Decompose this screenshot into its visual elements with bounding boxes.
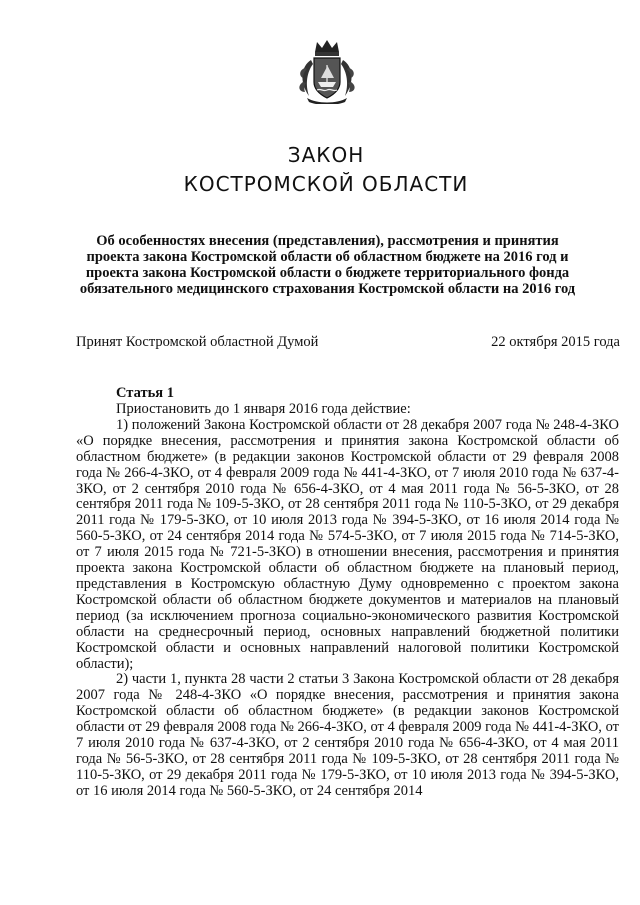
paragraph: 1) положений Закона Костромской области от 28 декабря 2007 года № 248-4-ЗКО «О порядке внесения, рассмотрения и принятия закона Костромской области об областном бюджете» (в редакции законов Костромской области от 29 февраля 2008 года № 266-4-ЗКО, от 4 февраля 2009 года № 441-4-ЗКО, от 7 июля 2010 года № 637-4-ЗКО, от 2 сентября 2010 года № 656-4-ЗКО, от 4 мая 2011 года № 56-5-ЗКО, от 28 сентября 2011 года № 109-5-ЗКО, от 28 сентября 2011 года № 110-5-ЗКО, от 29 декабря 2011 года № 179-5-ЗКО, от 10 июля 2013 года № 394-5-ЗКО, от 16 июля 2014 года № 560-5-ЗКО, от 24 сентября 2014 года № 574-5-ЗКО, от 7 июля 2015 года № 714-5-ЗКО, от 7 июля 2015 года № 721-5-ЗКО) в отношении внесения, рассмотрения и принятия проекта закона Костромской области об областном бюджете на плановый период, представления в Костромскую областную Думу одновременно с проектом закона Костромской области об областном бюджете документов и материалов на плановый период (за исключением прогноза социально-экономического развития Костромской области на среднесрочный период, основных направлений бюджетной политики Костромской области и основных направлений налоговой политики Костромской области); bbox=[76, 416, 619, 672]
adopted-date: 22 октября 2015 года bbox=[491, 334, 620, 350]
paragraph: Приостановить до 1 января 2016 года действие: bbox=[116, 401, 411, 417]
law-region-title: КОСТРОМСКОЙ ОБЛАСТИ bbox=[183, 172, 469, 196]
law-title: ЗАКОН bbox=[287, 143, 365, 167]
article-title: Статья 1 bbox=[116, 385, 174, 401]
law-heading: Об особенностях внесения (представления), рассмотрения и принятия проекта закона Костромской области об областном бюджете на 2016 год и проекта закона Костромской области о бюджете территориального фонда обязательного медицинского страхования Костромской области на 2016 год bbox=[79, 233, 576, 297]
paragraph: 2) части 1, пункта 28 части 2 статьи 3 Закона Костромской области от 28 декабря 2007 года № 248-4-ЗКО «О порядке внесения, рассмотрения и принятия закона Костромской области об областном бюджете» (в редакции законов Костромской области от 29 февраля 2008 года № 266-4-ЗКО, от 4 февраля 2009 года № 441-4-ЗКО, от 7 июля 2010 года № 637-4-ЗКО, от 2 сентября 2010 года № 656-4-ЗКО, от 4 мая 2011 года № 56-5-ЗКО, от 28 сентября 2011 года № 109-5-ЗКО, от 28 сентября 2011 года № 110-5-ЗКО, от 29 декабря 2011 года № 179-5-ЗКО, от 10 июля 2013 года № 394-5-ЗКО, от 16 июля 2014 года № 560-5-ЗКО, от 24 сентября 2014 bbox=[76, 671, 619, 799]
adopted-by: Принят Костромской областной Думой bbox=[76, 334, 319, 350]
article-body bbox=[76, 402, 619, 800]
kostroma-coat-of-arms-icon bbox=[297, 38, 357, 104]
